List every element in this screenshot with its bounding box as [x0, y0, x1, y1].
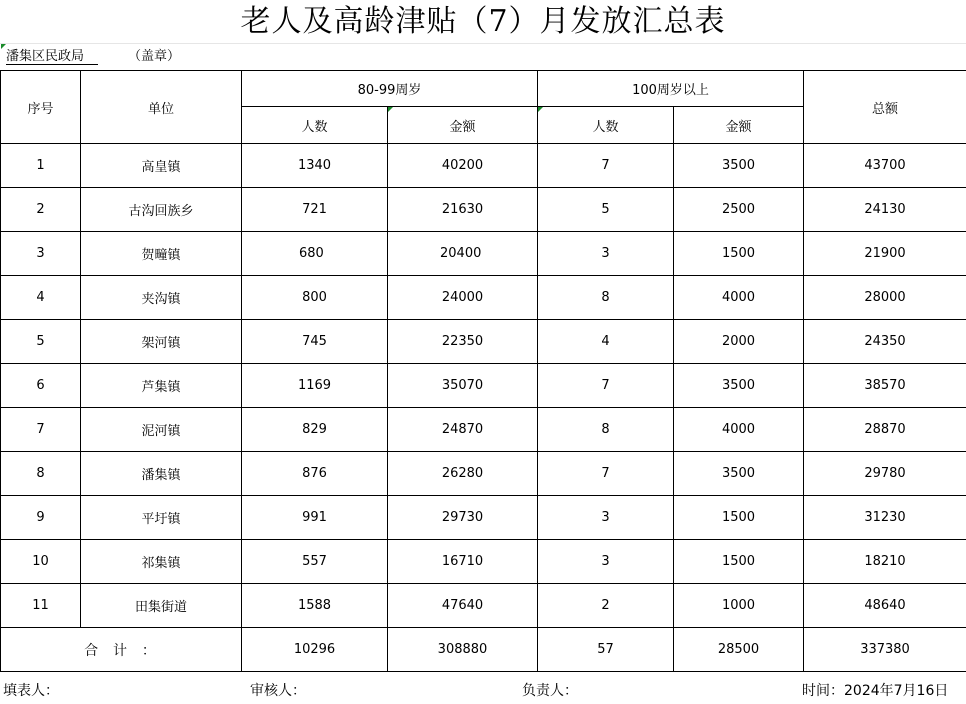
header-amount-1: [388, 107, 538, 144]
header-people-1: 人数: [242, 107, 388, 144]
table-row: [1, 320, 966, 364]
unit-name: 潘集区民政局: [6, 49, 98, 65]
header-amount-1-label: 金额: [449, 119, 476, 135]
cell-people-100-plus: 7: [538, 144, 674, 188]
total-people-100-plus: 57: [538, 628, 674, 672]
cell-seq: 6: [1, 364, 81, 408]
header-amount-2: 金额: [674, 107, 804, 144]
cell-amount-80-99: 24870: [388, 408, 538, 452]
cell-people-100-plus: 8: [538, 276, 674, 320]
cell-people-100-plus: 7: [538, 364, 674, 408]
cell-amount-100-plus: 1500: [674, 540, 804, 584]
cell-total: 24130: [804, 188, 966, 232]
cell-people-80-99: 991: [242, 496, 388, 540]
cell-unit: 田集街道: [81, 584, 242, 628]
table-row: [1, 408, 966, 452]
cell-seq: 3: [1, 232, 81, 276]
header-seq: 序号: [1, 71, 81, 144]
cell-unit: 祁集镇: [81, 540, 242, 584]
total-amount-80-99: 308880: [388, 628, 538, 672]
header-people-2: [538, 107, 674, 144]
table-row: [1, 188, 966, 232]
cell-unit: 平圩镇: [81, 496, 242, 540]
summary-table: [0, 70, 966, 672]
cell-amount-100-plus: 1500: [674, 232, 804, 276]
total-people-80-99: 10296: [242, 628, 388, 672]
responsible-label: 负责人：: [522, 683, 578, 699]
cell-people-80-99: 1169: [242, 364, 388, 408]
cell-unit: 泥河镇: [81, 408, 242, 452]
totals-row: [1, 628, 966, 672]
cell-total: 28870: [804, 408, 966, 452]
table-row: [1, 364, 966, 408]
cell-people-80-99: 680: [242, 232, 388, 276]
cell-amount-100-plus: 4000: [674, 408, 804, 452]
cell-seq: 11: [1, 584, 81, 628]
cell-unit: 高皇镇: [81, 144, 242, 188]
cell-total: 48640: [804, 584, 966, 628]
table-row: [1, 276, 966, 320]
cell-comment-marker: [538, 107, 543, 112]
cell-seq: 5: [1, 320, 81, 364]
cell-amount-80-99: 47640: [388, 584, 538, 628]
cell-seq: 1: [1, 144, 81, 188]
cell-amount-100-plus: 4000: [674, 276, 804, 320]
cell-seq: 2: [1, 188, 81, 232]
cell-people-100-plus: 3: [538, 496, 674, 540]
header-group-80-99: 80-99周岁: [242, 71, 538, 107]
cell-amount-80-99: 22350: [388, 320, 538, 364]
cell-people-80-99: 876: [242, 452, 388, 496]
cell-total: 38570: [804, 364, 966, 408]
cell-unit: 贺疃镇: [81, 232, 242, 276]
cell-people-80-99: 1340: [242, 144, 388, 188]
cell-seq: 7: [1, 408, 81, 452]
cell-seq: 8: [1, 452, 81, 496]
cell-amount-100-plus: 3500: [674, 144, 804, 188]
cell-unit: 潘集镇: [81, 452, 242, 496]
cell-people-100-plus: 3: [538, 232, 674, 276]
header-total: 总额: [804, 71, 966, 144]
cell-amount-80-99: 16710: [388, 540, 538, 584]
cell-unit: 架河镇: [81, 320, 242, 364]
header-people-2-label: 人数: [592, 119, 619, 135]
total-amount-100-plus: 28500: [674, 628, 804, 672]
cell-unit: 古沟回族乡: [81, 188, 242, 232]
header-row-1: [1, 71, 966, 107]
cell-people-80-99: 829: [242, 408, 388, 452]
table-row: [1, 496, 966, 540]
table-row: [1, 232, 966, 276]
cell-amount-100-plus: 3500: [674, 452, 804, 496]
cell-amount-80-99: 20400: [388, 232, 538, 276]
cell-total: 18210: [804, 540, 966, 584]
cell-people-100-plus: 4: [538, 320, 674, 364]
cell-unit: 芦集镇: [81, 364, 242, 408]
table-row: [1, 584, 966, 628]
date-label: 时间：2024年7月16日: [802, 683, 949, 699]
unit-seal-label: （盖章）: [128, 49, 181, 64]
cell-total: 31230: [804, 496, 966, 540]
table-row: [1, 540, 966, 584]
cell-amount-100-plus: 1000: [674, 584, 804, 628]
cell-total: 28000: [804, 276, 966, 320]
cell-amount-80-99: 26280: [388, 452, 538, 496]
cell-amount-100-plus: 1500: [674, 496, 804, 540]
cell-seq: 4: [1, 276, 81, 320]
header-group-100-plus: 100周岁以上: [538, 71, 804, 107]
cell-amount-80-99: 40200: [388, 144, 538, 188]
cell-people-80-99: 800: [242, 276, 388, 320]
cell-amount-100-plus: 2000: [674, 320, 804, 364]
cell-amount-100-plus: 3500: [674, 364, 804, 408]
cell-people-100-plus: 3: [538, 540, 674, 584]
cell-people-80-99: 557: [242, 540, 388, 584]
cell-amount-80-99: 35070: [388, 364, 538, 408]
cell-people-100-plus: 8: [538, 408, 674, 452]
cell-total: 24350: [804, 320, 966, 364]
page-title: 老人及高龄津贴（7）月发放汇总表: [240, 4, 726, 39]
cell-amount-100-plus: 2500: [674, 188, 804, 232]
cell-people-80-99: 721: [242, 188, 388, 232]
cell-unit: 夹沟镇: [81, 276, 242, 320]
cell-amount-80-99: 29730: [388, 496, 538, 540]
cell-total: 29780: [804, 452, 966, 496]
cell-people-100-plus: 5: [538, 188, 674, 232]
unit-row: [0, 44, 966, 70]
cell-comment-marker: [388, 107, 393, 112]
totals-label: 合 计 ：: [1, 628, 242, 672]
cell-total: 21900: [804, 232, 966, 276]
grand-total: 337380: [804, 628, 966, 672]
cell-total: 43700: [804, 144, 966, 188]
signature-footer: [0, 673, 966, 704]
cell-people-100-plus: 7: [538, 452, 674, 496]
cell-people-80-99: 745: [242, 320, 388, 364]
cell-seq: 10: [1, 540, 81, 584]
filler-label: 填表人：: [3, 683, 59, 699]
reviewer-label: 审核人：: [250, 683, 306, 699]
cell-amount-80-99: 21630: [388, 188, 538, 232]
cell-people-80-99: 1588: [242, 584, 388, 628]
cell-amount-80-99: 24000: [388, 276, 538, 320]
table-row: [1, 452, 966, 496]
cell-seq: 9: [1, 496, 81, 540]
table-row: [1, 144, 966, 188]
header-unit: 单位: [81, 71, 242, 144]
cell-people-100-plus: 2: [538, 584, 674, 628]
